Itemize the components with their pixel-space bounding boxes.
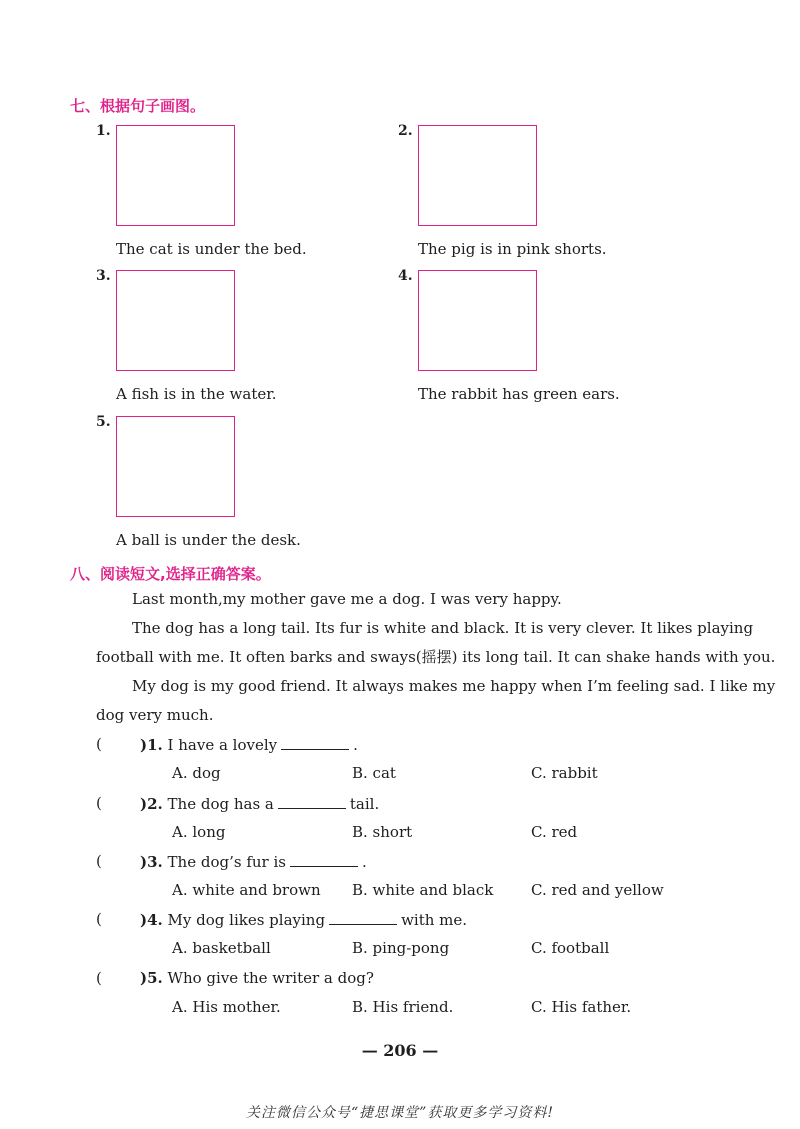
question-number: )2. xyxy=(140,795,163,813)
question-number: )5. xyxy=(140,969,163,987)
option-b[interactable]: B. cat xyxy=(352,764,396,782)
drawing-box[interactable] xyxy=(418,125,537,226)
question-paren: ( xyxy=(96,910,102,928)
question-number: )3. xyxy=(140,853,163,871)
item-number: 1. xyxy=(96,123,111,139)
answer-blank[interactable] xyxy=(278,794,346,809)
question-row xyxy=(140,910,467,929)
question-number: )4. xyxy=(140,911,163,929)
passage-line: The dog has a long tail. Its fur is white and black. It is very clever. It likes playing xyxy=(132,619,754,637)
option-a[interactable]: A. dog xyxy=(172,764,221,782)
question-text: The dog has a xyxy=(167,795,274,813)
option-c[interactable]: C. red xyxy=(531,823,578,841)
page-number: — 206 — xyxy=(361,1041,439,1060)
option-c[interactable]: C. red and yellow xyxy=(531,881,664,899)
drawing-box[interactable] xyxy=(116,125,235,226)
option-a[interactable]: A. white and brown xyxy=(172,881,321,899)
option-c[interactable]: C. rabbit xyxy=(531,764,598,782)
question-text: Who give the writer a dog? xyxy=(167,969,374,987)
item-number: 3. xyxy=(96,268,111,284)
question-paren: ( xyxy=(96,735,102,753)
item-caption: The cat is under the bed. xyxy=(116,240,307,258)
option-a[interactable]: A. His mother. xyxy=(172,998,281,1016)
option-b[interactable]: B. ping-pong xyxy=(352,939,450,957)
footer-note: 关注微信公众号“捷思课堂”获取更多学习资料! xyxy=(246,1105,554,1121)
question-text: The dog’s fur is xyxy=(167,853,286,871)
question-text-end: . xyxy=(361,853,367,871)
question-paren: ( xyxy=(96,969,102,987)
section8-title: 八、阅读短文,选择正确答案。 xyxy=(70,565,271,583)
question-paren: ( xyxy=(96,794,102,812)
item-number: 5. xyxy=(96,414,111,430)
answer-blank[interactable] xyxy=(290,852,358,867)
question-text-end: . xyxy=(353,736,358,754)
question-number: )1. xyxy=(140,736,163,754)
option-c[interactable]: C. football xyxy=(531,939,610,957)
passage-line: My dog is my good friend. It always makes me happy when I’m feeling sad. I like my xyxy=(132,677,776,695)
question-row xyxy=(140,735,358,754)
option-c[interactable]: C. His father. xyxy=(531,998,632,1016)
item-caption: A fish is in the water. xyxy=(116,385,277,403)
passage-line: dog very much. xyxy=(96,706,214,724)
question-row xyxy=(140,969,374,987)
option-b[interactable]: B. white and black xyxy=(352,881,494,899)
option-a[interactable]: A. long xyxy=(172,823,226,841)
item-caption: The rabbit has green ears. xyxy=(418,385,620,403)
section7-title: 七、根据句子画图。 xyxy=(70,97,206,115)
option-b[interactable]: B. short xyxy=(352,823,413,841)
answer-blank[interactable] xyxy=(329,910,397,925)
answer-blank[interactable] xyxy=(281,735,349,750)
passage-line: football with me. It often barks and sways(摇摆) its long tail. It can shake hands with you. xyxy=(96,648,776,666)
drawing-box[interactable] xyxy=(116,270,235,371)
item-caption: The pig is in pink shorts. xyxy=(418,240,607,258)
option-a[interactable]: A. basketball xyxy=(172,939,271,957)
question-text-end: tail. xyxy=(349,795,380,813)
drawing-box[interactable] xyxy=(116,416,235,517)
question-text: I have a lovely xyxy=(167,736,278,754)
item-number: 2. xyxy=(398,123,413,139)
question-text-end: with me. xyxy=(401,911,468,929)
drawing-box[interactable] xyxy=(418,270,537,371)
question-row xyxy=(140,852,367,871)
question-paren: ( xyxy=(96,852,102,870)
option-b[interactable]: B. His friend. xyxy=(352,998,454,1016)
passage-line: Last month,my mother gave me a dog. I was very happy. xyxy=(132,590,562,608)
item-caption: A ball is under the desk. xyxy=(116,531,301,549)
item-number: 4. xyxy=(398,268,413,284)
question-row xyxy=(140,794,379,813)
question-text: My dog likes playing xyxy=(167,911,326,929)
